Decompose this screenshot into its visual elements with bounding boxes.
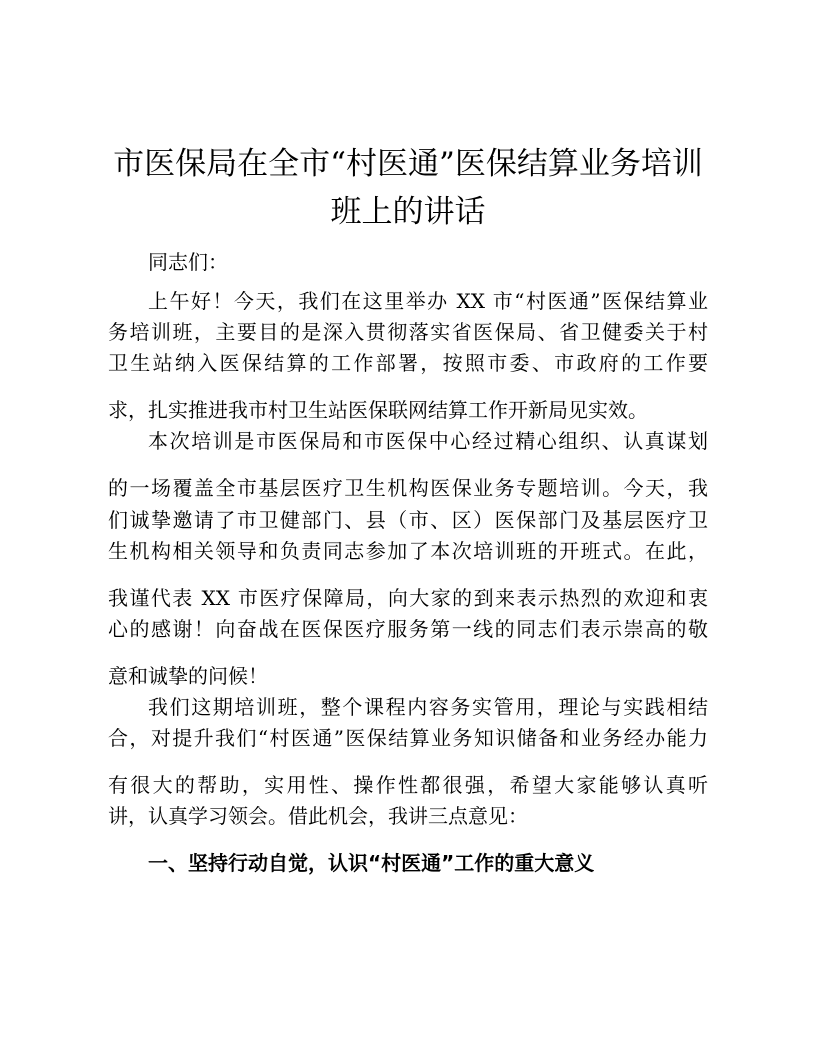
paragraph-2-line-6: 心的感谢！向奋战在医保医疗服务第一线的同志们表示崇高的敬	[108, 617, 708, 641]
paragraph-1-line-4: 求，扎实推进我市村卫生站医保联网结算工作开新局见实效。	[108, 398, 648, 422]
paragraph-2-line-2: 的一场覆盖全市基层医疗卫生机构医保业务专题培训。今天，我	[108, 476, 708, 500]
paragraph-3-line-4: 讲，认真学习领会。借此机会，我讲三点意见：	[108, 804, 528, 828]
paragraph-2-line-1: 本次培训是市医保局和市医保中心经过精心组织、认真谋划	[148, 429, 708, 453]
paragraph-1-line-3: 卫生站纳入医保结算的工作部署，按照市委、市政府的工作要	[108, 351, 708, 375]
paragraph-3-line-1: 我们这期培训班，整个课程内容务实管用，理论与实践相结	[148, 695, 708, 719]
paragraph-1-line-2: 务培训班，主要目的是深入贯彻落实省医保局、省卫健委关于村	[108, 320, 708, 344]
paragraph-3-line-2: 合，对提升我们“村医通”医保结算业务知识储备和业务经办能力	[108, 726, 708, 750]
section-1-heading: 一、坚持行动自觉，认识“村医通”工作的重大意义	[148, 851, 595, 875]
document-title-line-2: 班上的讲话	[330, 194, 486, 230]
document-title-line-1: 市医保局在全市“村医通”医保结算业务培训	[113, 146, 703, 182]
paragraph-1-line-1: 上午好！今天，我们在这里举办 XX 市“村医通”医保结算业	[148, 289, 708, 313]
paragraph-2-line-4: 生机构相关领导和负责同志参加了本次培训班的开班式。在此，	[108, 539, 708, 563]
paragraph-3-line-3: 有很大的帮助，实用性、操作性都很强，希望大家能够认真听	[108, 773, 708, 797]
greeting: 同志们：	[148, 250, 228, 274]
paragraph-2-line-3: 们诚挚邀请了市卫健部门、县（市、区）医保部门及基层医疗卫	[108, 508, 708, 532]
paragraph-2-line-7: 意和诚挚的问候！	[108, 664, 268, 688]
paragraph-2-line-5: 我谨代表 XX 市医疗保障局，向大家的到来表示热烈的欢迎和衷	[108, 586, 708, 610]
